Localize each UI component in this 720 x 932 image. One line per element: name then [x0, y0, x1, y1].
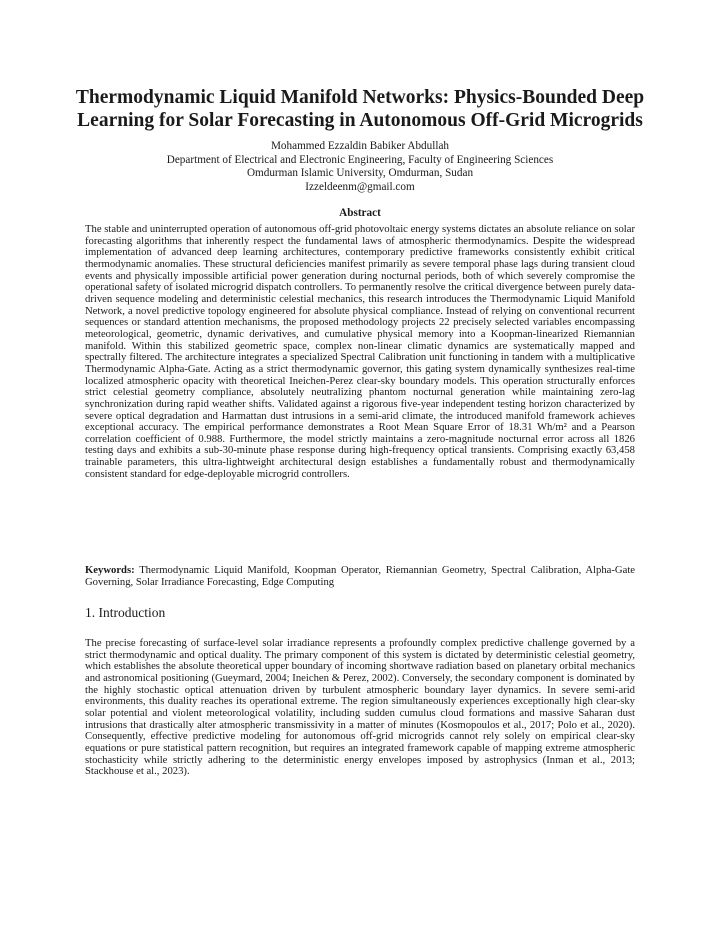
keywords-label: Keywords:: [85, 565, 135, 576]
author-department: Department of Electrical and Electronic Engineering, Faculty of Engineering Sciences: [166, 153, 554, 166]
keywords-list: Thermodynamic Liquid Manifold, Koopman Operator, Riemannian Geometry, Spectral Calibration, Alpha-Gate Governing, Solar Irradiance Forecasting, Edge Computing: [85, 565, 635, 588]
section-heading-introduction: 1. Introduction: [85, 605, 166, 620]
author-block: [60, 140, 660, 194]
author-email[interactable]: Izzeldeenm@gmail.com: [305, 180, 415, 193]
author-institution: Omdurman Islamic University, Omdurman, Sudan: [246, 167, 474, 180]
author-name: Mohammed Ezzaldin Babiker Abdullah: [270, 140, 450, 152]
abstract-heading: Abstract: [339, 207, 381, 219]
introduction-text: The precise forecasting of surface-level solar irradiance represents a profoundly complex predictive challenge governed by a strict thermodynamic and optical duality. The primary component of this system is dictated by deterministic celestial geometry, which establishes the absolute theoretical upper boundary of incoming shortwave radiation based on planetary orbital mechanics and astronomical positioning (Gueymard, 2004; Ineichen & Perez, 2002). Conversely, the secondary component is dominated by the highly stochastic optical attenuation driven by turbulent atmospheric boundary layer dynamics. In severe semi-arid environments, this duality reaches its operational extreme. The region simultaneously experiences exceptionally high clear-sky solar potential and violent meteorological volatility, including sudden cumulus cloud formations and massive Saharan dust intrusions that drastically alter atmospheric transmissivity in a matter of minutes (Kosmopoulos et al., 2017; Polo et al., 2020). Consequently, effective predictive modeling for autonomous off-grid microgrids cannot rely solely on empirical clear-sky equations or pure statistical pattern recognition, but requires an integrated framework capable of mapping extreme atmospheric stochasticity while strictly adhering to the deterministic energy envelopes imposed by astrophysics (Inman et al., 2013; Stackhouse et al., 2023).: [85, 638, 635, 778]
paper-title: Thermodynamic Liquid Manifold Networks: Physics-Bounded Deep Learning for Solar Forecasting in Autonomous Off-Grid Microgrids: [75, 87, 645, 131]
keywords: [85, 565, 635, 588]
abstract-text: The stable and uninterrupted operation of autonomous off-grid photovoltaic energy systems dictates an absolute reliance on solar forecasting algorithms that inherently respect the fundamental laws of atmospheric thermodynamics. Despite the widespread implementation of advanced deep learning architectures, contemporary predictive frameworks consistently exhibit critical thermodynamic anomalies. These structural deficiencies manifest primarily as severe temporal phase lags during transient cloud events and physically impossible artificial power generation during nocturnal periods, both of which severely compromise the operational safety of isolated microgrid dispatch controllers. To permanently resolve the critical divergence between purely data-driven sequence modeling and deterministic celestial mechanics, this research introduces the Thermodynamic Liquid Manifold Network, a novel predictive topology engineered for absolute physical compliance. Instead of relying on conventional recurrent sequences or standard attention mechanisms, the proposed methodology projects 22 precisely selected variables encompassing meteorological, geometric, dynamic derivatives, and cumulative physical memory into a Koopman-linearized Riemannian manifold. Within this stabilized geometric space, complex non-linear climatic dynamics are systematically mapped and spectrally filtered. The architecture integrates a specialized Spectral Calibration unit functioning in tandem with a multiplicative Thermodynamic Alpha-Gate. Acting as a strict thermodynamic governor, this gating system dynamically synthesizes real-time localized atmospheric opacity with theoretical Ineichen-Perez clear-sky boundary models. This operation structurally enforces strict celestial geometry compliance, absolutely neutralizing phantom nocturnal generation while maintaining zero-lag synchronization during rapid weather shifts. Validated against a rigorous five-year independent testing horizon characterized by severe optical degradation and Harmattan dust intrusions in a semi-arid climate, the introduced manifold framework achieves exceptional accuracy. The empirical performance demonstrates a Root Mean Square Error of 18.31 Wh/m² and a Pearson correlation coefficient of 0.988. Furthermore, the model strictly maintains a zero-magnitude nocturnal error across all 1826 testing days and exhibits a sub-30-minute phase response during high-frequency optical transients. Comprising exactly 63,458 trainable parameters, this ultra-lightweight architectural design establishes a fundamentally robust and thermodynamically consistent standard for edge-deployable microgrid controllers.: [85, 224, 635, 480]
